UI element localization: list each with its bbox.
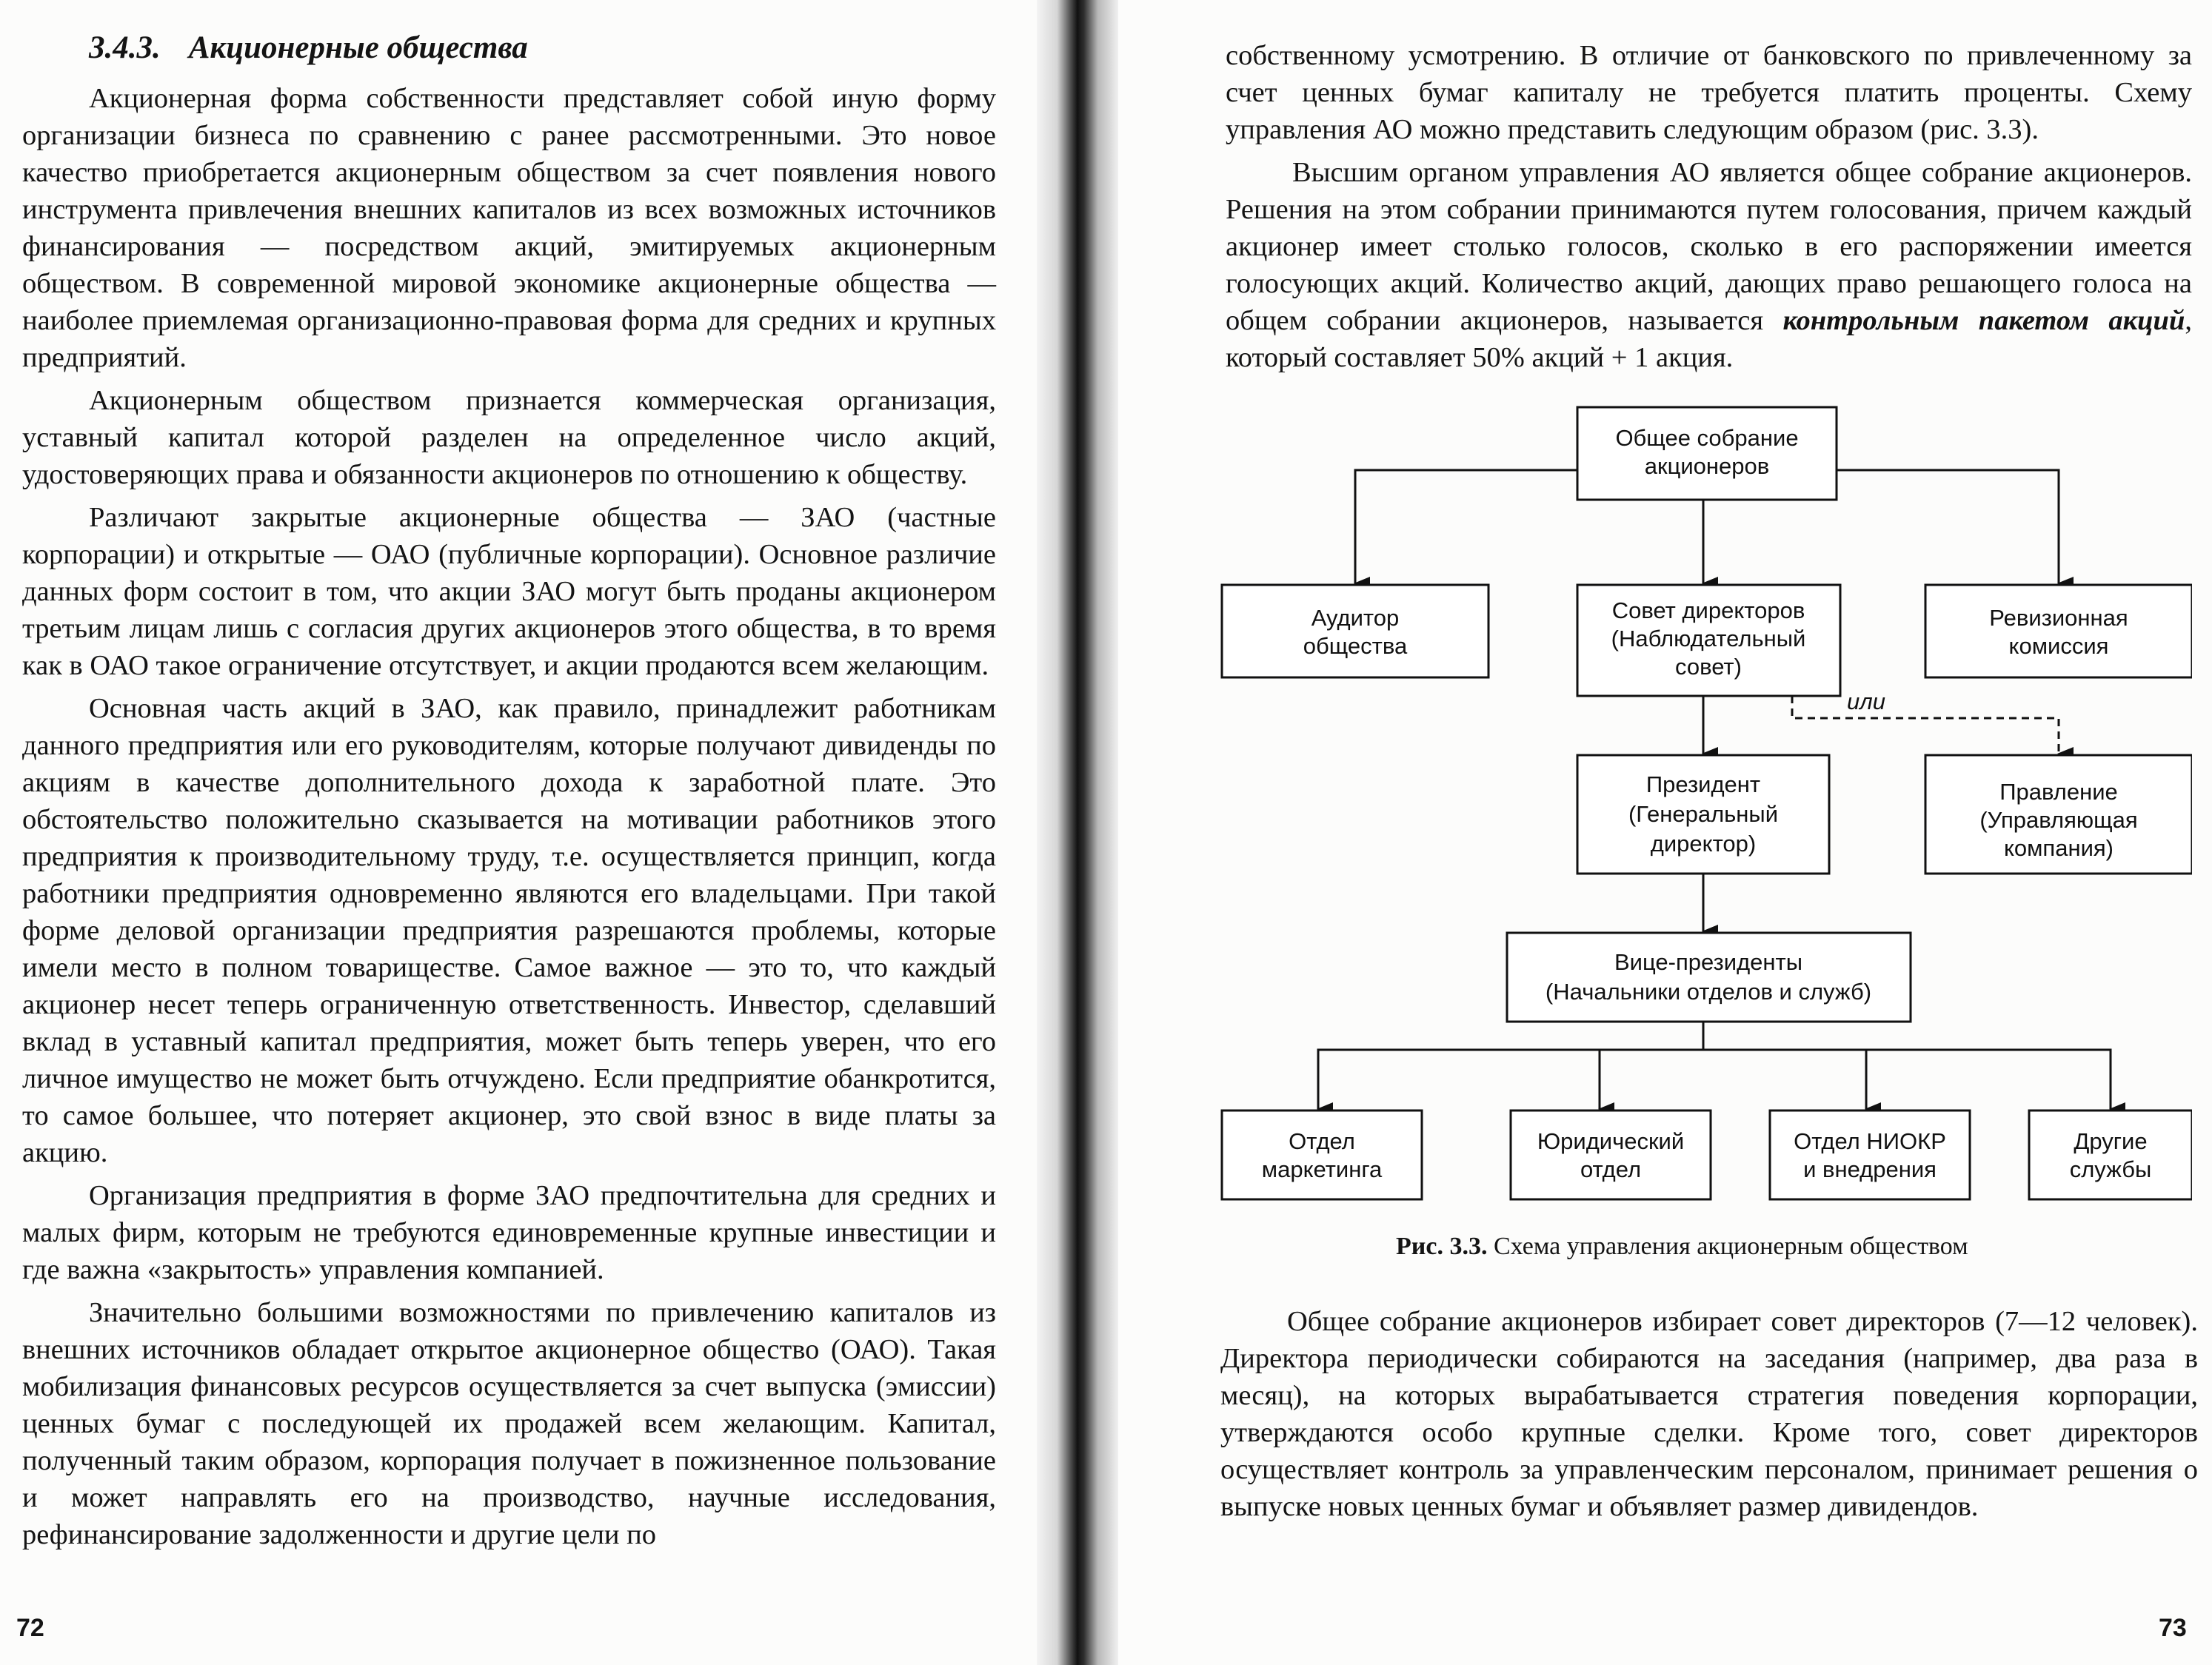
auditor-line1: Аудитор: [1311, 605, 1400, 631]
auditor-line2: общества: [1303, 633, 1408, 659]
rnd-line2: и внедрения: [1803, 1156, 1937, 1182]
marketing-line2: маркетинга: [1261, 1156, 1383, 1182]
paragraph-text: , который составляет 50% акций + 1 акция.: [1226, 305, 2192, 373]
node-auditor: [1222, 585, 1488, 677]
revision-line2: комиссия: [2008, 633, 2109, 659]
org-chart-diagram: [1214, 400, 2192, 1222]
node-rnd: [1770, 1110, 1970, 1199]
page-number-right: 73: [2159, 1614, 2187, 1642]
connector-line: [1703, 1050, 1866, 1109]
page-number-left: 72: [16, 1614, 44, 1642]
left-body-text: [22, 80, 996, 1559]
node-revision: [1925, 585, 2192, 677]
management-line1: Правление: [1999, 779, 2118, 805]
key-term: контрольным пакетом акций: [1782, 305, 2185, 336]
paragraph: [1226, 154, 2192, 376]
general-meeting-line2: акционеров: [1644, 453, 1770, 479]
right-body-text-top: [1226, 37, 2192, 382]
other-line2: службы: [2069, 1156, 2152, 1182]
caption-label: Рис. 3.3.: [1396, 1233, 1488, 1260]
legal-line1: Юридический: [1537, 1128, 1685, 1154]
paragraph: Значительно большими возможностями по привлечению капиталов из внешних источников обладает открытое акционерное общество (ОАО). Такая мобилизация финансовых ресурсов осуществляется за счет выпуска (эмиссии) ценных бумаг с последующей их продажей всем желающим. Капитал, полученный таким образом, корпорация получает в пожизненное пользование и может направлять его на производство, научные исследования, рефинансирование задолженности и другие цели по: [22, 1297, 996, 1550]
legal-line2: отдел: [1580, 1156, 1642, 1182]
general-meeting-line1: Общее собрание: [1615, 425, 1799, 451]
node-other: [2029, 1110, 2192, 1199]
paragraph: собственному усмотрению. В отличие от банковского по привлеченному за счет ценных бумаг капиталу не требуется платить проценты. Схему управления АО можно представить следующим образом (рис. 3.3).: [1226, 40, 2192, 145]
connector-line: [1866, 1050, 2111, 1109]
or-label: или: [1847, 689, 1885, 714]
figure-caption: [1396, 1233, 1968, 1261]
node-legal: [1511, 1110, 1711, 1199]
marketing-line1: Отдел: [1289, 1128, 1355, 1154]
paragraph: Акционерным обществом признается коммерческая организация, уставный капитал которой разделен на определенное число акций, удостоверяющих права и обязанности акционеров по отношению к обществу.: [22, 385, 996, 490]
paragraph-text: Высшим органом управления АО является общее собрание акционеров. Решения на этом собрании принимаются путем голосования, причем каждый акционер имеет столько голосов, сколько в его распоряжении имеется голосующих акций. Количество акций, дающих право решающего голоса на общем собрании акционеров, называется: [1226, 157, 2192, 336]
paragraph: Организация предприятия в форме ЗАО предпочтительна для средних и малых фирм, которым не требуются единовременные крупные инвестиции и где важна «закрытость» управления компанией.: [22, 1180, 996, 1285]
management-line3: компания): [2003, 835, 2114, 861]
paragraph: Общее собрание акционеров избирает совет директоров (7—12 человек). Директора периодически собираются на заседания (например, два раза в месяц), на которых вырабатывается стратегия поведения корпорации, утверждаются особо крупные сделки. Кроме того, совет директоров осуществляет контроль за управленческим персоналом, принимает решения о выпуске новых ценных бумаг и объявляет размер дивидендов.: [1220, 1306, 2198, 1522]
president-line1: Президент: [1645, 771, 1761, 797]
vice-presidents-line1: Вице-президенты: [1614, 949, 1803, 975]
caption-text: Схема управления акционерным обществом: [1487, 1233, 1968, 1260]
node-vice-presidents: [1507, 933, 1911, 1022]
revision-line1: Ревизионная: [1989, 605, 2128, 631]
president-line3: директор): [1650, 831, 1757, 857]
board-line1: Совет директоров: [1611, 597, 1805, 623]
vice-presidents-line2: (Начальники отделов и служб): [1545, 979, 1872, 1005]
paragraph: Основная часть акций в ЗАО, как правило, принадлежит работникам данного предприятия или его руководителям, которые получают дивиденды по акциям в качестве дополнительного дохода к заработной плате. Это обстоятельство положительно сказывается на мотивации работников этого предприятия к производительному труду, т.е. осуществляется принцип, когда работники предприятия одновременно являются его владельцами. При такой форме деловой организации предприятия разрешаются проблемы, которые имели место в полном товариществе. Самое важное — это то, что каждый акционер несет теперь ограниченную ответственность. Инвестор, сделавший вклад в уставный капитал предприятия, может быть теперь уверен, что его личное имущество не может быть отчуждено. Если предприятие обанкротится, то самое большее, что потеряет акционер, это свой взнос в виде платы за акцию.: [22, 693, 996, 1168]
connector-line: [1355, 470, 1577, 583]
management-line2: (Управляющая: [1979, 807, 2138, 833]
section-heading: [89, 30, 528, 66]
right-body-text-bottom: [1220, 1303, 2198, 1531]
or-connector: [1792, 696, 2059, 754]
president-line2: (Генеральный: [1628, 801, 1779, 827]
rnd-line1: Отдел НИОКР: [1794, 1128, 1946, 1154]
section-title: Акционерные общества: [188, 30, 528, 65]
paragraph: Различают закрытые акционерные общества — ЗАО (частные корпорации) и открытые — ОАО (публичные корпорации). Основное различие данных форм состоит в том, что акции ЗАО могут быть проданы акционером третьим лицам лишь с согласия других акционеров этого общества, в то время как в ОАО такое ограничение отсутствует, и акции продаются всем желающим.: [22, 502, 996, 681]
node-marketing: [1222, 1110, 1422, 1199]
connector-line: [1318, 1022, 1703, 1109]
book-gutter: [1037, 0, 1118, 1665]
board-line3: совет): [1675, 654, 1742, 680]
connector-line: [1837, 470, 2059, 583]
paragraph: Акционерная форма собственности представляет собой иную форму организации бизнеса по сравнению с ранее рассмотренными. Это новое качество приобретается акционерным обществом за счет появления нового инструмента привлечения внешних капиталов из всех возможных источников финансирования — посредством акций, эмитируемых акционерным обществом. В современной мировой экономике акционерные общества — наиболее приемлемая организационно-правовая форма для средних и крупных предприятий.: [22, 83, 996, 373]
section-number: 3.4.3.: [89, 30, 161, 65]
other-line1: Другие: [2074, 1128, 2148, 1154]
board-line2: (Наблюдательный: [1611, 626, 1806, 651]
